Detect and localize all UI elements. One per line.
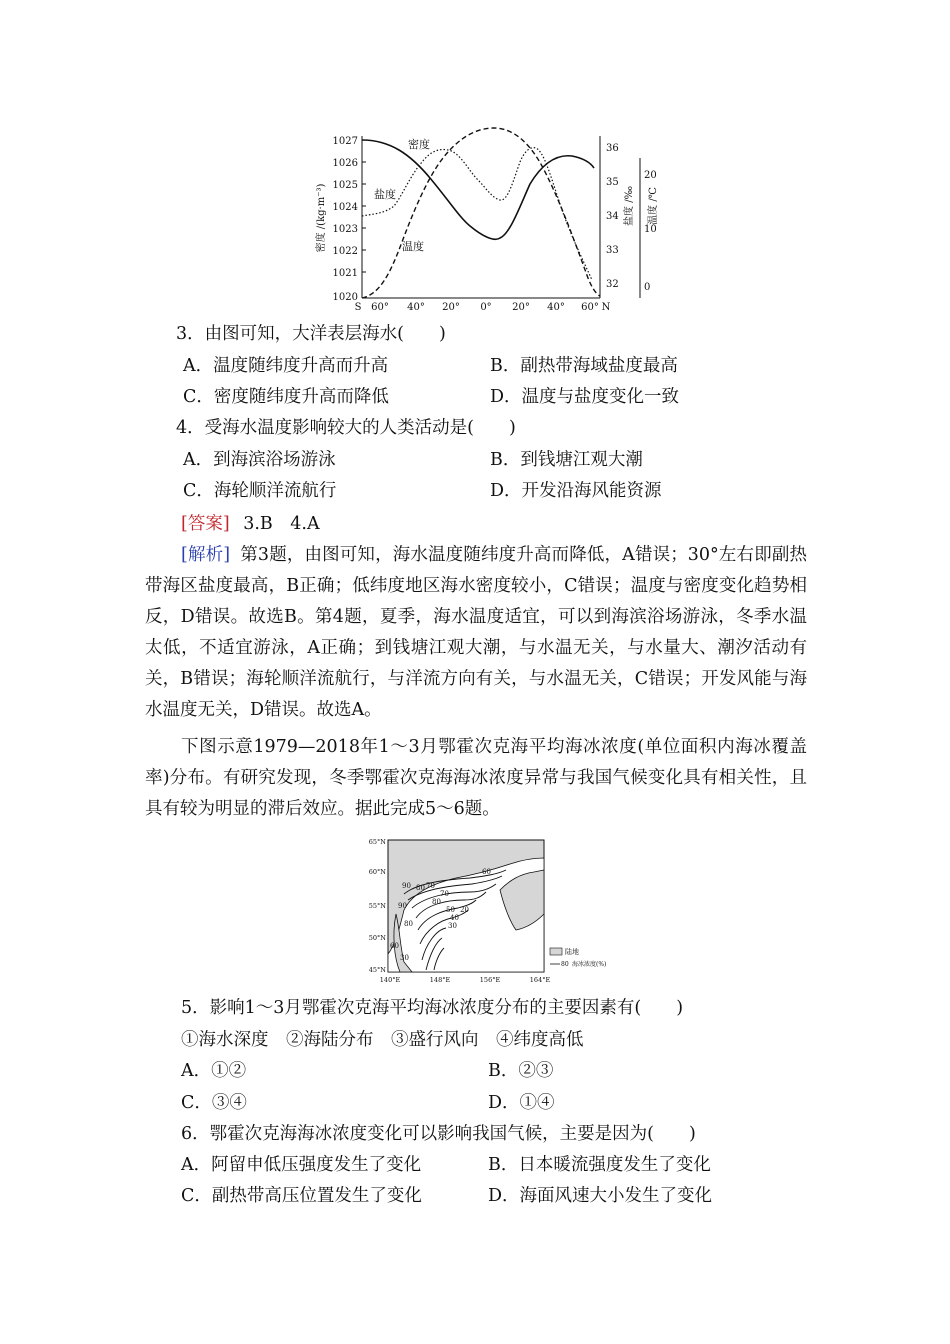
lat-label: 65°N	[368, 838, 386, 846]
temperature-series-label: 温度	[402, 240, 424, 253]
salinity-tick: 34	[606, 211, 619, 222]
contour-label: 70	[426, 882, 435, 890]
density-series-label: 密度	[408, 138, 430, 151]
analysis-text: 第3题，由图可知，海水温度随纬度升高而降低，A错误；30°左右即副热带海区盐度最高，B正确；低纬度地区海水密度较小，C错误；温度与密度变化趋势相反，D错误。故选B。第4题，夏季，海水温度适宜，可以到海滨浴场游泳，冬季水温太低，不适宜游泳，A正确；到钱塘江观大潮，与水温无关，与水量大、潮汐活动有关，B错误；海轮顺洋流航行，与洋流方向有关，与水温无关，C错误；开发风能与海水温度无关，D错误。故选A。	[145, 545, 807, 720]
ocean-properties-chart	[310, 118, 659, 318]
x-tick: 60°	[371, 302, 389, 313]
contour-label: 90	[398, 902, 407, 910]
temperature-curve	[362, 128, 600, 298]
q6-option-d: D．海面风速大小发生了变化	[488, 1186, 713, 1206]
contour-label: 50	[446, 906, 455, 914]
lon-label: 164°E	[529, 976, 551, 984]
contour-label: 80	[432, 898, 441, 906]
lat-label: 60°N	[368, 868, 386, 876]
density-tick-marks	[362, 140, 366, 272]
contour-label: 20	[460, 906, 469, 914]
lat-labels	[369, 838, 387, 974]
lon-label: 156°E	[479, 976, 501, 984]
x-tick: 20°	[512, 302, 530, 313]
contour-label: 40	[450, 914, 459, 922]
temperature-tick: 10	[644, 224, 657, 235]
lon-label: 148°E	[429, 976, 451, 984]
x-tick: 60°	[581, 302, 599, 313]
temperature-tick: 0	[644, 282, 651, 293]
lat-label: 45°N	[368, 966, 386, 974]
legend-land-swatch	[550, 948, 562, 955]
density-tick-labels	[333, 136, 358, 303]
q5-statements: ①海水深度 ②海陆分布 ③盛行风向 ④纬度高低	[181, 1030, 584, 1050]
q5-option-a: A．①②	[181, 1061, 247, 1081]
contour-label: 80	[416, 884, 425, 892]
density-tick: 1021	[332, 268, 358, 279]
answer-line	[181, 509, 320, 540]
lat-label: 55°N	[368, 902, 386, 910]
analysis-tag: [解析]	[181, 545, 231, 565]
legend-contour-value: 80	[561, 961, 569, 968]
contour-label: 90	[402, 882, 411, 890]
density-tick: 1026	[332, 158, 358, 169]
q4-option-b: B．到钱塘江观大潮	[490, 450, 643, 470]
contour-label: 30	[448, 922, 457, 930]
salinity-series-label: 盐度	[374, 188, 396, 201]
x-tick: N	[601, 302, 611, 313]
density-tick: 1027	[332, 136, 358, 147]
x-tick: 40°	[547, 302, 565, 313]
q4-option-d: D．开发沿海风能资源	[490, 481, 662, 501]
legend-contour-label: 海冰浓度(%)	[572, 961, 607, 968]
q3-option-a: A．温度随纬度升高而升高	[183, 356, 389, 376]
contour-label: 60	[482, 868, 491, 876]
density-curve	[362, 140, 594, 239]
x-tick: 0°	[480, 302, 492, 313]
salinity-tick: 36	[606, 143, 619, 154]
q5-stem: 5．影响1～3月鄂霍次克海平均海冰浓度分布的主要因素有( )	[181, 998, 684, 1018]
contour-label: 60	[390, 942, 399, 950]
x-tick: 20°	[442, 302, 460, 313]
q6-option-c: C．副热带高压位置发生了变化	[181, 1186, 422, 1206]
q5-option-d: D．①④	[488, 1093, 555, 1113]
density-tick: 1020	[332, 292, 358, 303]
density-tick: 1023	[332, 224, 358, 235]
density-tick: 1024	[332, 202, 358, 213]
x-tick: 40°	[407, 302, 425, 313]
q5-option-b: B．②③	[488, 1061, 554, 1081]
contour-label: 80	[404, 920, 413, 928]
salinity-axis-label: 盐度 /‰	[624, 186, 635, 226]
q4-stem: 4．受海水温度影响较大的人类活动是( )	[176, 418, 516, 438]
salinity-tick: 33	[606, 245, 619, 256]
q6-option-a: A．阿留申低压强度发生了变化	[181, 1155, 422, 1175]
density-axis-label: 密度 /(kg·m⁻³)	[316, 183, 327, 253]
density-tick: 1022	[332, 246, 358, 257]
q3-stem: 3．由图可知，大洋表层海水( )	[176, 324, 446, 344]
lon-labels	[380, 976, 551, 984]
contour-label: 30	[400, 954, 409, 962]
q4-option-a: A．到海滨浴场游泳	[183, 450, 336, 470]
lon-label: 140°E	[379, 976, 401, 984]
density-tick: 1025	[332, 180, 358, 191]
legend-land-label: 陆地	[565, 948, 579, 956]
temperature-axis-label: 温度 /℃	[648, 187, 659, 225]
contour-label: 70	[440, 890, 449, 898]
x-tick: S	[354, 302, 362, 313]
salinity-curve	[362, 148, 592, 280]
analysis-paragraph	[145, 540, 807, 726]
intro-paragraph: 下图示意1979—2018年1～3月鄂霍次克海平均海冰浓度(单位面积内海冰覆盖率)分布。有研究发现，冬季鄂霍次克海海冰浓度异常与我国气候变化具有相关性，且具有较为明显的滞后效应。据此完成5～6题。	[145, 737, 807, 819]
salinity-tick-labels	[606, 143, 619, 290]
q6-option-b: B．日本暖流强度发生了变化	[488, 1155, 711, 1175]
q6-stem: 6．鄂霍次克海海冰浓度变化可以影响我国气候，主要是因为( )	[181, 1124, 696, 1144]
temperature-tick: 20	[644, 170, 657, 181]
q4-option-c: C．海轮顺洋流航行	[183, 481, 337, 501]
lat-label: 50°N	[368, 934, 386, 942]
q5-option-c: C．③④	[181, 1093, 247, 1113]
q3-option-b: B．副热带海域盐度最高	[490, 356, 678, 376]
q3-option-c: C．密度随纬度升高而降低	[183, 387, 389, 407]
latitude-tick-labels	[355, 302, 611, 313]
sea-ice-map	[360, 834, 630, 986]
answer-tag: [答案]	[181, 514, 230, 534]
answer-text: 3.B 4.A	[243, 514, 320, 534]
salinity-tick: 32	[606, 279, 619, 290]
salinity-tick: 35	[606, 177, 619, 188]
q3-option-d: D．温度与盐度变化一致	[490, 387, 680, 407]
